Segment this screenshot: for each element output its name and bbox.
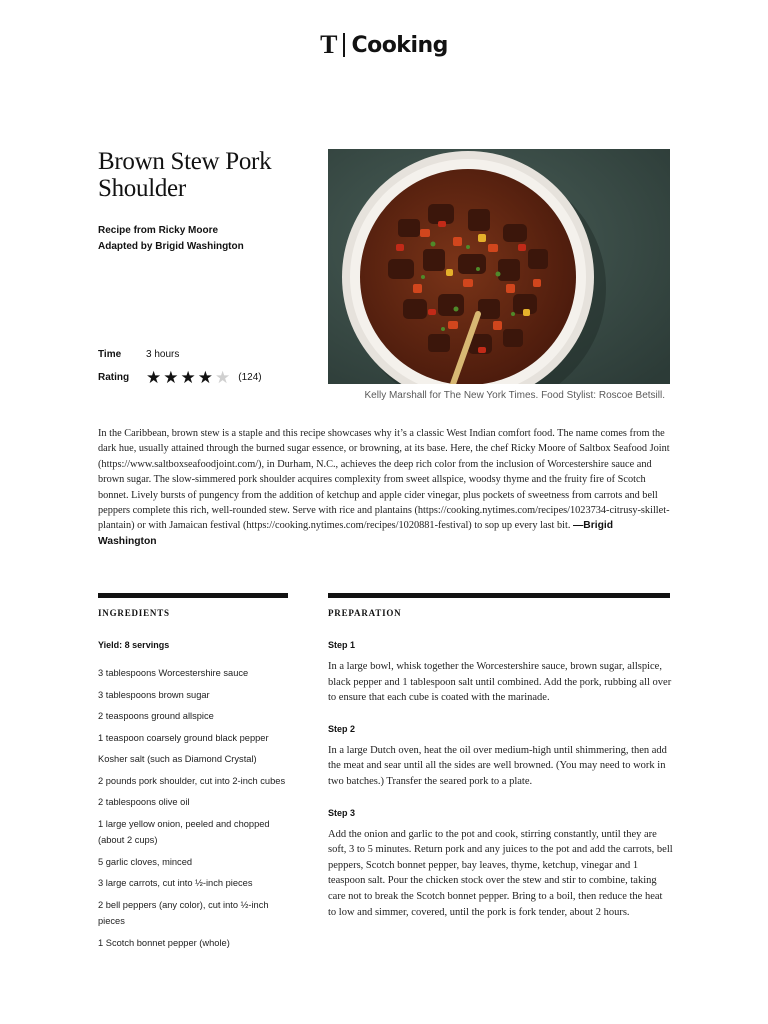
step-label: Step 3 (328, 807, 356, 818)
ingredients-heading: INGREDIENTS (98, 608, 170, 618)
rating-count: (124) (238, 372, 262, 383)
preparation-divider (328, 593, 670, 598)
intro-author: —Brigid Washington (98, 520, 614, 547)
stew-bowl-illustration (328, 149, 670, 384)
recipe-title: Brown Stew Pork Shoulder (98, 148, 272, 202)
recipe-adapted-by: Adapted by Brigid Washington (98, 241, 244, 252)
ingredient-item: 2 bell peppers (any color), cut into ½-inch pieces (98, 899, 269, 926)
rating-stars[interactable] (146, 369, 230, 386)
rating-label: Rating (98, 372, 130, 383)
logo-wordmark: Cooking (351, 32, 448, 58)
star-filled-icon[interactable]: ★ (146, 368, 162, 387)
ingredient-item: 5 garlic cloves, minced (98, 856, 193, 867)
step-text: Add the onion and garlic to the pot and cook, stirring constantly, until they are soft, 3 to 5 minutes. Return pork and any juices to the pot and add the carrots, bell peppers, Scotch bonnet pepper, bay leaves, thyme, ketchup, vinegar and 1 teaspoon salt. Pour the chicken stock over the stew and stir to combine, taking care not to break the Scotch bonnet pepper. Bring to a boil, then reduce the heat to low and simmer, covered, until the pork is fork tender, about 2 hours. (328, 828, 673, 918)
recipe-time (98, 349, 179, 360)
step-text: In a large bowl, whisk together the Worcestershire sauce, brown sugar, allspice, black pepper and 1 tablespoon salt until combined. Add the pork, rubbing all over to ensure that each cube is coated with the marinade. (328, 661, 672, 704)
ingredient-item: 2 pounds pork shoulder, cut into 2-inch cubes (98, 775, 286, 786)
ingredients-divider (98, 593, 288, 598)
intro-text: In the Caribbean, brown stew is a staple and this recipe showcases why it’s a classic West Indian comfort food. The name comes from the dark hue, usually attained through the burned sugar essence, or browning, at its base. Here, the chef Ricky Moore of Saltbox Seafood Joint (https://www.saltboxseafoodjoint.com/), in Durham, N.C., achieves the deep rich color from the inclusion of Worcestershire sauce and brown sugar. The slow-simmered pork shoulder acquires complexity from sweet allspice, woodsy thyme and the fruity fire of Scotch bonnet. Lively bursts of pungency from the addition of ketchup and apple cider vinegar, plus pockets of sweetness from carrots and bell peppers complete this rich, well-rounded stew. Serve with rice and plantains (https://cooking.nytimes.com/recipes/1023734-citrusy-skillet-plantain) or with Jamaican festival (https://cooking.nytimes.com/recipes/1020881-festival) to sop up every last bit. (98, 428, 670, 532)
time-value: 3 hours (146, 349, 180, 360)
ingredient-item: 2 teaspoons ground allspice (98, 711, 214, 721)
ingredient-item: 3 large carrots, cut into ½-inch pieces (98, 878, 253, 888)
star-filled-icon[interactable]: ★ (197, 368, 213, 387)
step-label: Step 1 (328, 640, 356, 650)
ingredient-item: 2 tablespoons olive oil (98, 797, 190, 807)
star-filled-icon[interactable]: ★ (163, 368, 179, 387)
logo-divider (343, 33, 345, 57)
preparation-steps (328, 640, 673, 938)
recipe-rating (98, 369, 262, 386)
nyt-t-logo-icon: T (320, 30, 338, 59)
ingredients-list (98, 665, 290, 956)
recipe-source: Recipe from Ricky Moore (98, 225, 219, 236)
nyt-cooking-logo[interactable] (0, 30, 768, 60)
star-filled-icon[interactable]: ★ (180, 368, 196, 387)
recipe-photo (328, 149, 670, 384)
step-label: Step 2 (328, 723, 356, 734)
time-label: Time (98, 349, 122, 360)
preparation-heading: PREPARATION (328, 608, 402, 618)
ingredient-item: 1 Scotch bonnet pepper (whole) (98, 937, 230, 948)
recipe-intro (98, 426, 670, 549)
ingredient-item: 1 large yellow onion, peeled and chopped (about 2 cups) (98, 818, 270, 845)
recipe-yield: Yield: 8 servings (98, 640, 170, 650)
step-2 (328, 724, 673, 790)
step-1 (328, 640, 673, 706)
photo-credit: Kelly Marshall for The New York Times. Food Stylist: Roscoe Betsill. (364, 390, 665, 401)
star-empty-icon[interactable]: ★ (215, 368, 231, 387)
ingredient-item: 1 teaspoon coarsely ground black pepper (98, 732, 269, 743)
ingredient-item: 3 tablespoons Worcestershire sauce (98, 668, 249, 678)
ingredient-item: Kosher salt (such as Diamond Crystal) (98, 754, 257, 764)
step-3 (328, 808, 673, 921)
ingredient-item: 3 tablespoons brown sugar (98, 689, 210, 700)
step-text: In a large Dutch oven, heat the oil over medium-high until shimmering, then add the meat and sear until all the sides are well browned. (You may need to work in two batches.) Transfer the seared pork to a plate. (328, 744, 667, 787)
